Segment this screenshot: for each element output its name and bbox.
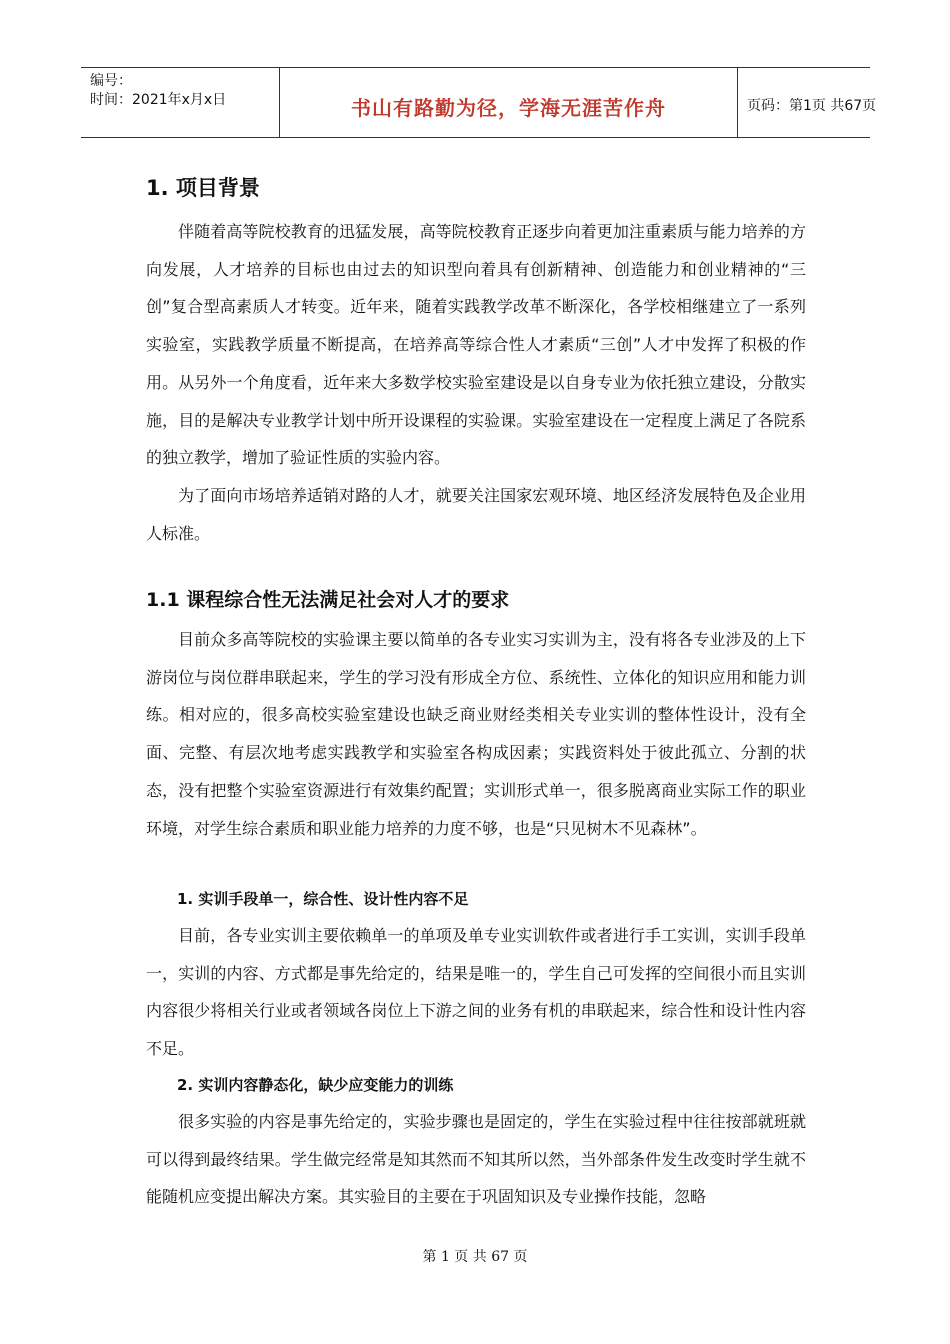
header-meta-cell [81,68,279,137]
number-label: 编号： [90,73,132,89]
header-motto-cell [279,68,738,137]
time-label: 时间：2021年x月x日 [90,92,227,108]
list-heading: 1. 实训手段单一，综合性、设计性内容不足 [177,890,469,908]
motto-text: 书山有路勤为径，学海无涯苦作舟 [351,96,666,120]
paragraph: 伴随着高等院校教育的迅猛发展，高等院校教育正逐步向着更加注重素质与能力培养的方向发展，人才培养的目标也由过去的知识型向着具有创新精神、创造能力和创业精神的“三创”复合型高素质人才转变。近年来，随着实践教学改革不断深化，各学校相继建立了一系列实验室，实践教学质量不断提高，在培养高等综合性人才素质“三创”人才中发挥了积极的作用。从另外一个角度看，近年来大多数学校实验室建设是以自身专业为依托独立建设，分散实施，目的是解决专业教学计划中所开设课程的实验课。实验室建设在一定程度上满足了各院系的独立教学，增加了验证性质的实验内容。 [146,222,806,468]
section-title: 1. 项目背景 [146,176,260,200]
header-page-cell [737,68,877,137]
paragraph: 目前众多高等院校的实验课主要以简单的各专业实习实训为主，没有将各专业涉及的上下游岗位与岗位群串联起来，学生的学习没有形成全方位、系统性、立体化的知识应用和能力训练。相对应的，很多高校实验室建设也缺乏商业财经类相关专业实训的整体性设计，没有全面、完整、有层次地考虑实践教学和实验室各构成因素；实践资料处于彼此孤立、分割的状态，没有把整个实验室资源进行有效集约配置；实训形式单一，很多脱离商业实际工作的职业环境，对学生综合素质和职业能力培养的力度不够，也是“只见树木不见森林”。 [146,630,806,838]
page-code: 页码：第1页 共67页 [747,98,877,114]
paragraph: 很多实验的内容是事先给定的，实验步骤也是固定的，学生在实验过程中往往按部就班就可以得到最终结果。学生做完经常是知其然而不知其所以然，当外部条件发生改变时学生就不能随机应变提出解决方案。其实验目的主要在于巩固知识及专业操作技能，忽略 [146,1112,806,1207]
paragraph: 目前，各专业实训主要依赖单一的单项及单专业实训软件或者进行手工实训，实训手段单一，实训的内容、方式都是事先给定的，结果是唯一的，学生自己可发挥的空间很小而且实训内容很少将相关行业或者领域各岗位上下游之间的业务有机的串联起来，综合性和设计性内容不足。 [146,926,806,1059]
subsection-title: 1.1 课程综合性无法满足社会对人才的要求 [146,589,510,611]
list-heading: 2. 实训内容静态化，缺少应变能力的训练 [177,1076,454,1094]
document-header [81,67,877,138]
page-footer: 第 1 页 共 67 页 [422,1249,528,1265]
paragraph: 为了面向市场培养适销对路的人才，就要关注国家宏观环境、地区经济发展特色及企业用人标准。 [146,486,806,543]
